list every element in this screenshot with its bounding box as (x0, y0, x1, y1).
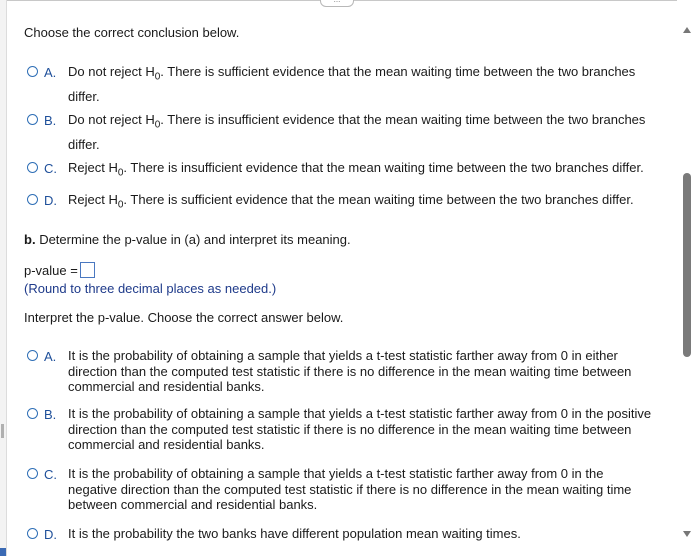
option-letter: B. (44, 113, 57, 128)
left-corner-marker (0, 548, 6, 556)
scroll-down-arrow-icon[interactable] (683, 531, 691, 537)
option-letter: C. (44, 467, 57, 482)
option-text: Do not reject $H_0$. There is sufficient evidence that the mean waiting time between the two branches differ. (68, 64, 636, 104)
interpret-option-a[interactable] (24, 349, 654, 395)
radio-button[interactable] (27, 162, 38, 173)
interpret-option-c[interactable] (24, 467, 654, 513)
conclusion-option-a[interactable] (24, 65, 654, 106)
option-letter: D. (44, 193, 57, 208)
conclusion-option-b[interactable] (24, 113, 654, 154)
radio-button[interactable] (27, 66, 38, 77)
option-text: It is the probability of obtaining a sample that yields a t-test statistic farther away from 0 in the negative direction than the computed test statistic if there is no difference in the mean waiting time between commercial and residential banks. (68, 466, 632, 512)
pvalue-input[interactable] (80, 262, 95, 278)
option-letter: A. (44, 65, 57, 80)
scroll-thumb[interactable] (683, 173, 691, 357)
radio-button[interactable] (27, 528, 38, 539)
part-b-text: Determine the p-value in (a) and interpret its meaning. (39, 232, 351, 247)
interpret-option-b[interactable] (24, 407, 654, 453)
left-edge (0, 0, 7, 556)
conclusion-option-c[interactable] (24, 161, 654, 183)
option-text: It is the probability of obtaining a sample that yields a t-test statistic farther away from 0 in the positive direction than the computed test statistic if there is no difference in the mean waiting time between commercial and residential banks. (68, 406, 652, 452)
radio-button[interactable] (27, 468, 38, 479)
rounding-hint: (Round to three decimal places as needed.) (24, 281, 277, 296)
option-letter: B. (44, 407, 57, 422)
option-letter: C. (44, 161, 57, 176)
pvalue-label: p-value = (24, 262, 78, 278)
radio-button[interactable] (27, 350, 38, 361)
option-text: Reject $H_0$. There is sufficient evidence that the mean waiting time between the two branches differ. (68, 192, 634, 211)
option-text: Do not reject $H_0$. There is insufficient evidence that the mean waiting time between the two branches differ. (68, 112, 646, 152)
conclusion-prompt: Choose the correct conclusion below. (24, 25, 240, 40)
pvalue-row (24, 262, 95, 278)
option-text: Reject $H_0$. There is insufficient evidence that the mean waiting time between the two branches differ. (68, 160, 644, 179)
interpret-option-d[interactable] (24, 527, 654, 542)
conclusion-option-d[interactable] (24, 193, 654, 215)
expand-handle[interactable] (320, 0, 354, 7)
scroll-up-arrow-icon[interactable] (683, 27, 691, 33)
radio-button[interactable] (27, 408, 38, 419)
option-letter: D. (44, 527, 57, 542)
option-letter: A. (44, 349, 57, 364)
radio-button[interactable] (27, 194, 38, 205)
option-text: It is the probability of obtaining a sample that yields a t-test statistic farther away from 0 in either direction than the computed test statistic if there is no difference in the mean waiting time between commercial and residential banks. (68, 348, 632, 394)
part-label: b. (24, 232, 36, 247)
interpret-prompt: Interpret the p-value. Choose the correct answer below. (24, 310, 344, 325)
part-b-heading (24, 232, 351, 247)
vertical-scrollbar[interactable] (677, 0, 697, 556)
option-text: It is the probability the two banks have different population mean waiting times. (68, 526, 521, 541)
radio-button[interactable] (27, 114, 38, 125)
left-edge-mark (1, 424, 4, 438)
